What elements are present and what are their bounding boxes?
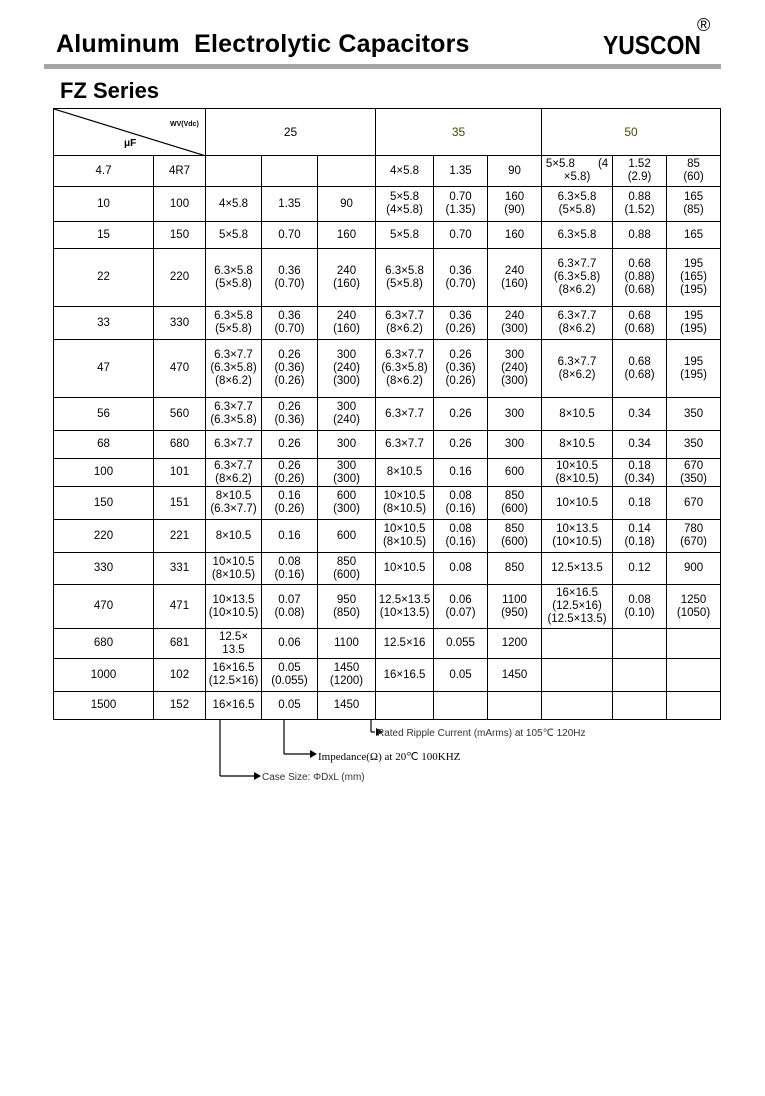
case-size-cell: 5×5.8: [206, 222, 262, 249]
capacitance-cell: 1500: [54, 692, 154, 720]
ripple-current-cell: 300 (240) (300): [318, 340, 376, 398]
voltage-header-35: 35: [376, 109, 542, 156]
capacitance-cell: 470: [54, 585, 154, 629]
impedance-cell: 0.05 (0.055): [262, 659, 318, 692]
impedance-cell: 0.12: [613, 553, 667, 585]
impedance-cell: 0.055: [434, 629, 488, 659]
ripple-current-cell: 850 (600): [318, 553, 376, 585]
impedance-cell: 0.26 (0.36): [262, 398, 318, 431]
capacitance-cell: 10: [54, 187, 154, 222]
ripple-current-cell: 300 (300): [318, 459, 376, 487]
case-size-cell: 10×10.5 (8×10.5): [206, 553, 262, 585]
case-size-cell: 5×5.8 (4 ×5.8): [542, 156, 613, 187]
case-size-cell: 12.5×13.5: [542, 553, 613, 585]
case-size-cell: 10×10.5: [376, 553, 434, 585]
ripple-current-cell: 160: [488, 222, 542, 249]
ripple-current-cell: 1450: [318, 692, 376, 720]
code-cell: 471: [154, 585, 206, 629]
impedance-cell: 0.26: [262, 431, 318, 459]
code-cell: 150: [154, 222, 206, 249]
uf-label: μF: [124, 138, 137, 149]
brand-logo: YUSCON: [603, 30, 701, 60]
impedance-cell: 0.68 (0.68): [613, 340, 667, 398]
ripple-current-cell: 240 (160): [318, 307, 376, 340]
ripple-current-cell: 240 (300): [488, 307, 542, 340]
code-cell: 100: [154, 187, 206, 222]
case-size-cell: 6.3×7.7: [206, 431, 262, 459]
case-size-cell: 6.3×7.7 (8×6.2): [542, 340, 613, 398]
ripple-current-cell: 90: [488, 156, 542, 187]
impedance-cell: 0.36 (0.70): [262, 249, 318, 307]
impedance-cell: 0.26: [434, 431, 488, 459]
impedance-cell: 0.18 (0.34): [613, 459, 667, 487]
code-cell: 331: [154, 553, 206, 585]
case-size-cell: 8×10.5 (6.3×7.7): [206, 487, 262, 520]
case-size-cell: 5×5.8 (4×5.8): [376, 187, 434, 222]
voltage-header-25: 25: [206, 109, 376, 156]
impedance-note: Impedance(Ω) at 20℃ 100KHZ: [318, 751, 461, 763]
case-size-cell: 6.3×7.7 (8×6.2): [542, 307, 613, 340]
case-size-cell: 4×5.8: [206, 187, 262, 222]
code-cell: 681: [154, 629, 206, 659]
impedance-cell: 0.16: [262, 520, 318, 553]
case-size-cell: 6.3×7.7 (8×6.2): [376, 307, 434, 340]
impedance-cell: 0.36 (0.70): [434, 249, 488, 307]
case-size-cell: 16×16.5: [376, 659, 434, 692]
capacitance-cell: 56: [54, 398, 154, 431]
impedance-cell: 0.14 (0.18): [613, 520, 667, 553]
case-size-cell: 6.3×7.7 (6.3×5.8) (8×6.2): [376, 340, 434, 398]
code-cell: 4R7: [154, 156, 206, 187]
case-size-cell: 8×10.5: [206, 520, 262, 553]
ripple-current-cell: 350: [667, 431, 721, 459]
ripple-current-cell: 850 (600): [488, 487, 542, 520]
voltage-header-50: 50: [542, 109, 721, 156]
ripple-current-cell: 195 (165) (195): [667, 249, 721, 307]
ripple-current-cell: 90: [318, 187, 376, 222]
impedance-cell: 0.26 (0.36) (0.26): [434, 340, 488, 398]
impedance-cell: 0.06 (0.07): [434, 585, 488, 629]
ripple-current-cell: 300: [318, 431, 376, 459]
case-size-cell: 10×10.5 (8×10.5): [376, 520, 434, 553]
ripple-current-cell: 850 (600): [488, 520, 542, 553]
ripple-current-cell: 1450: [488, 659, 542, 692]
case-size-cell: 6.3×5.8 (5×5.8): [376, 249, 434, 307]
ripple-current-cell: 160: [318, 222, 376, 249]
ripple-current-cell: 240 (160): [488, 249, 542, 307]
impedance-cell: 0.88: [613, 222, 667, 249]
case-size-cell: 12.5×16: [376, 629, 434, 659]
impedance-cell: 1.52 (2.9): [613, 156, 667, 187]
impedance-cell: 0.26 (0.36) (0.26): [262, 340, 318, 398]
ripple-current-cell: 165 (85): [667, 187, 721, 222]
capacitance-cell: 100: [54, 459, 154, 487]
code-cell: 470: [154, 340, 206, 398]
case-size-cell: 10×13.5 (10×10.5): [206, 585, 262, 629]
ripple-current-cell: 240 (160): [318, 249, 376, 307]
ripple-current-cell: 670: [667, 487, 721, 520]
impedance-cell: 0.70: [262, 222, 318, 249]
case-size-cell: 8×10.5: [376, 459, 434, 487]
ripple-current-cell: 1200: [488, 629, 542, 659]
ripple-current-cell: 195 (195): [667, 307, 721, 340]
case-size-cell: 12.5× 13.5: [206, 629, 262, 659]
case-size-cell: 6.3×5.8: [542, 222, 613, 249]
impedance-cell: 1.35: [434, 156, 488, 187]
impedance-cell: 0.70: [434, 222, 488, 249]
capacitance-cell: 1000: [54, 659, 154, 692]
ripple-current-cell: 1100: [318, 629, 376, 659]
code-cell: 221: [154, 520, 206, 553]
code-cell: 152: [154, 692, 206, 720]
case-size-cell: 10×10.5 (8×10.5): [542, 459, 613, 487]
impedance-cell: 0.08: [434, 553, 488, 585]
wv-label: WV(Vdc): [170, 121, 199, 128]
code-cell: 102: [154, 659, 206, 692]
impedance-cell: 0.16: [434, 459, 488, 487]
impedance-cell: 0.08 (0.16): [434, 487, 488, 520]
code-cell: 220: [154, 249, 206, 307]
case-size-cell: 6.3×7.7 (6.3×5.8) (8×6.2): [206, 340, 262, 398]
impedance-cell: 0.05: [434, 659, 488, 692]
case-size-cell: 16×16.5: [206, 692, 262, 720]
capacitance-cell: 47: [54, 340, 154, 398]
case-size-cell: 8×10.5: [542, 431, 613, 459]
ripple-current-cell: 1450 (1200): [318, 659, 376, 692]
ripple-current-cell: 350: [667, 398, 721, 431]
registered-mark: ®: [697, 15, 711, 35]
ripple-current-cell: 850: [488, 553, 542, 585]
ripple-current-cell: 300 (240) (300): [488, 340, 542, 398]
ripple-current-cell: 670 (350): [667, 459, 721, 487]
case-size-cell: 6.3×7.7: [376, 431, 434, 459]
capacitance-cell: 220: [54, 520, 154, 553]
code-cell: 330: [154, 307, 206, 340]
capacitance-cell: 68: [54, 431, 154, 459]
ripple-current-cell: 600: [488, 459, 542, 487]
case-size-cell: 10×13.5 (10×10.5): [542, 520, 613, 553]
impedance-cell: 0.18: [613, 487, 667, 520]
ripple-current-cell: 195 (195): [667, 340, 721, 398]
case-size-cell: 8×10.5: [542, 398, 613, 431]
case-size-cell: 6.3×7.7 (8×6.2): [206, 459, 262, 487]
case-size-cell: 10×10.5: [542, 487, 613, 520]
case-size-cell: 6.3×5.8 (5×5.8): [542, 187, 613, 222]
code-cell: 151: [154, 487, 206, 520]
case-size-cell: 6.3×7.7 (6.3×5.8): [206, 398, 262, 431]
ripple-current-cell: 85 (60): [667, 156, 721, 187]
capacitance-cell: 15: [54, 222, 154, 249]
code-cell: 680: [154, 431, 206, 459]
capacitance-cell: 680: [54, 629, 154, 659]
ripple-current-cell: 600 (300): [318, 487, 376, 520]
case-size-cell: 16×16.5 (12.5×16) (12.5×13.5): [542, 585, 613, 629]
ripple-current-cell: 300 (240): [318, 398, 376, 431]
capacitance-cell: 330: [54, 553, 154, 585]
capacitance-cell: 22: [54, 249, 154, 307]
impedance-cell: 0.34: [613, 398, 667, 431]
code-cell: 101: [154, 459, 206, 487]
impedance-cell: 0.26 (0.26): [262, 459, 318, 487]
case-size-cell: 6.3×5.8 (5×5.8): [206, 249, 262, 307]
case-size-cell: 6.3×5.8 (5×5.8): [206, 307, 262, 340]
case-size-cell: 12.5×13.5 (10×13.5): [376, 585, 434, 629]
case-size-cell: 4×5.8: [376, 156, 434, 187]
ripple-current-cell: 300: [488, 398, 542, 431]
case-size-cell: 10×10.5 (8×10.5): [376, 487, 434, 520]
page-title: Aluminum Electrolytic Capacitors: [56, 30, 470, 58]
impedance-cell: 0.68 (0.68): [613, 307, 667, 340]
impedance-cell: 1.35: [262, 187, 318, 222]
case-size-cell: 5×5.8: [376, 222, 434, 249]
impedance-cell: 0.34: [613, 431, 667, 459]
ripple-current-cell: 900: [667, 553, 721, 585]
impedance-cell: 0.08 (0.16): [262, 553, 318, 585]
impedance-cell: 0.07 (0.08): [262, 585, 318, 629]
ripple-current-cell: 600: [318, 520, 376, 553]
impedance-cell: 0.26: [434, 398, 488, 431]
ripple-current-cell: 160 (90): [488, 187, 542, 222]
impedance-cell: 0.08 (0.16): [434, 520, 488, 553]
impedance-cell: 0.88 (1.52): [613, 187, 667, 222]
case-size-note: Case Size: ΦDxL (mm): [262, 772, 365, 783]
impedance-cell: 0.06: [262, 629, 318, 659]
case-size-cell: 16×16.5 (12.5×16): [206, 659, 262, 692]
impedance-cell: 0.08 (0.10): [613, 585, 667, 629]
capacitance-cell: 4.7: [54, 156, 154, 187]
ripple-current-cell: 1250 (1050): [667, 585, 721, 629]
case-size-cell: 6.3×7.7: [376, 398, 434, 431]
impedance-cell: 0.68 (0.88) (0.68): [613, 249, 667, 307]
impedance-cell: 0.16 (0.26): [262, 487, 318, 520]
ripple-current-cell: 165: [667, 222, 721, 249]
series-title: FZ Series: [60, 78, 160, 103]
impedance-cell: 0.70 (1.35): [434, 187, 488, 222]
case-size-cell: 6.3×7.7 (6.3×5.8) (8×6.2): [542, 249, 613, 307]
code-cell: 560: [154, 398, 206, 431]
ripple-current-cell: 1100 (950): [488, 585, 542, 629]
capacitance-cell: 150: [54, 487, 154, 520]
ripple-current-cell: 780 (670): [667, 520, 721, 553]
ripple-current-cell: 950 (850): [318, 585, 376, 629]
impedance-cell: 0.36 (0.26): [434, 307, 488, 340]
impedance-cell: 0.05: [262, 692, 318, 720]
ripple-current-cell: 300: [488, 431, 542, 459]
capacitance-cell: 33: [54, 307, 154, 340]
impedance-cell: 0.36 (0.70): [262, 307, 318, 340]
ripple-note: Rated Ripple Current (mArms) at 105℃ 120Hz: [377, 728, 586, 739]
